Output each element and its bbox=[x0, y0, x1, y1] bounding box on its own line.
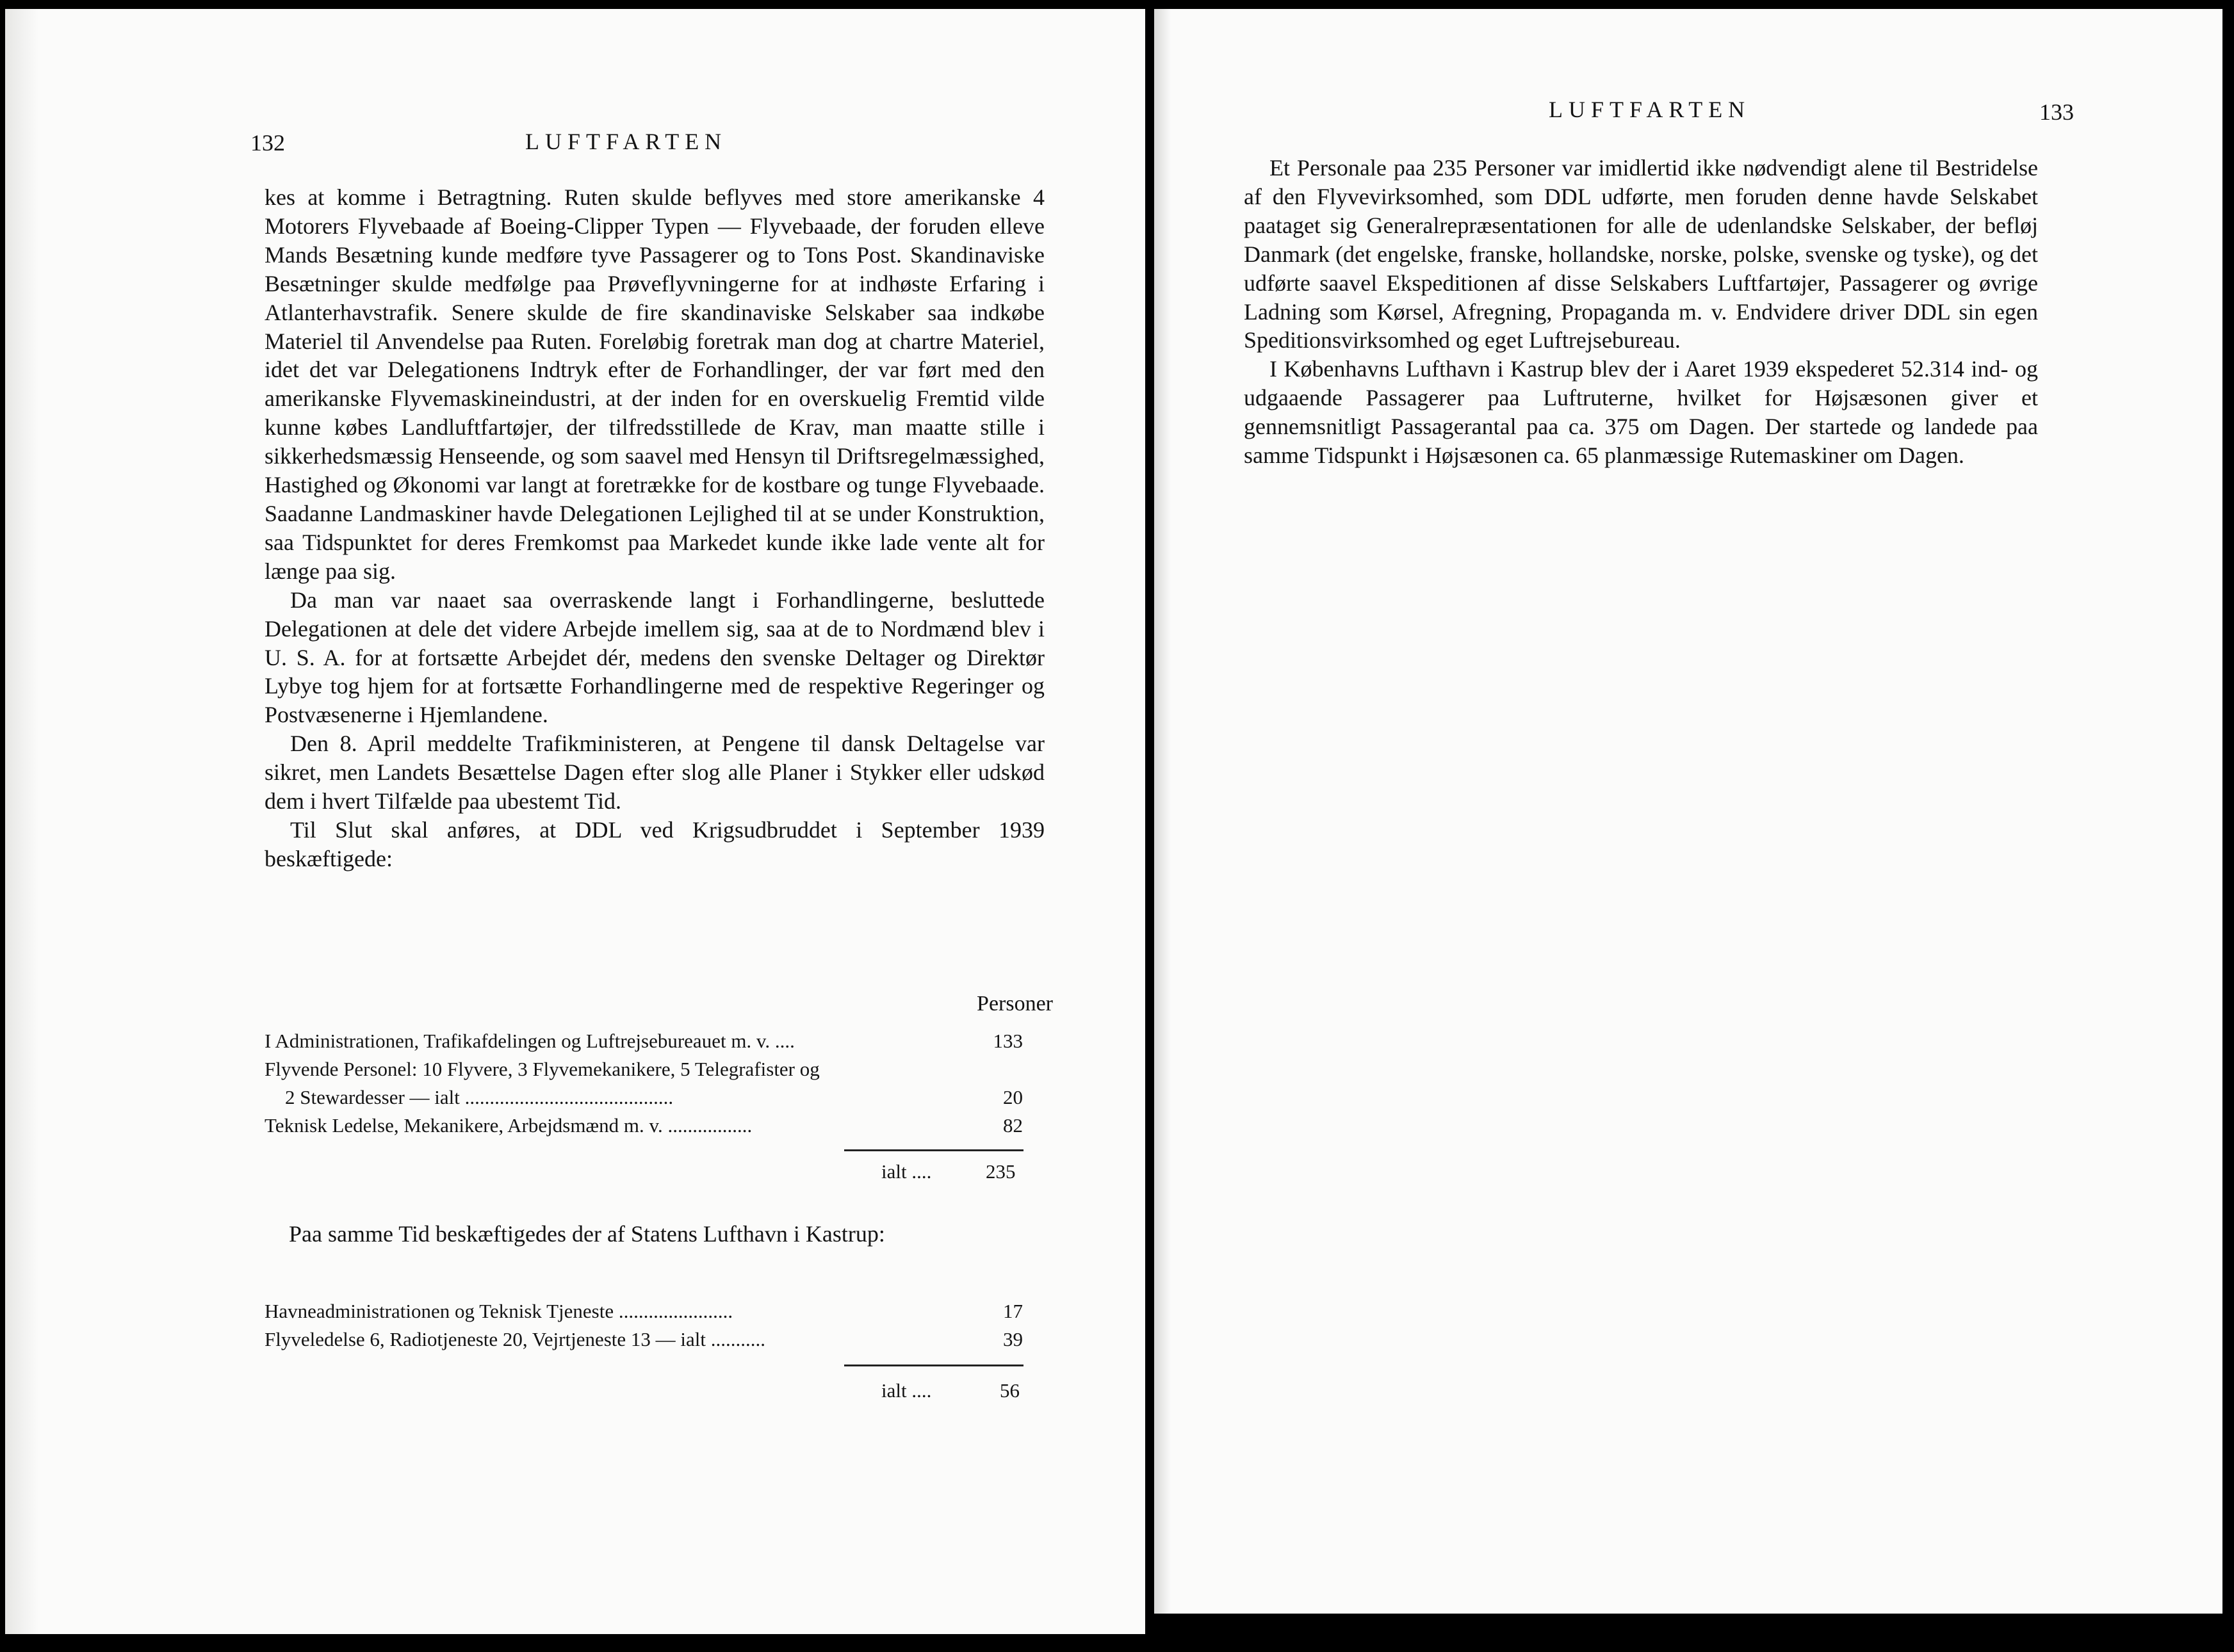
airport-staff-table bbox=[265, 1297, 1023, 1354]
total-value: 235 bbox=[986, 1160, 1016, 1183]
paragraph: Da man var naaet saa overraskende langt i Forhandlingerne, besluttede Delegationen at dele det videre Arbejde imellem sig, saa at de to Nordmænd blev i U. S. A. for at fortsætte Arbejdet dér, medens den svenske Deltager og Direktør Lybye tog hjem for at fortsætte Forhandlingerne med de respektive Regeringer og Postvæsenerne i Hjemlandene. bbox=[265, 587, 1045, 728]
body-text bbox=[265, 183, 1045, 873]
table2-intro: Paa samme Tid beskæftigedes der af Statens Lufthavn i Kastrup: bbox=[289, 1221, 885, 1247]
row-value: 133 bbox=[993, 1030, 1023, 1052]
table-row bbox=[265, 1083, 1023, 1112]
running-title: LUFTFARTEN bbox=[1549, 97, 1751, 122]
staff-table bbox=[265, 1027, 1023, 1140]
row-value: 17 bbox=[1003, 1300, 1023, 1322]
row-label: Teknisk Ledelse, Mekanikere, Arbejdsmænd m. v. ................. bbox=[265, 1114, 753, 1137]
page-edge-shading bbox=[5, 9, 38, 1634]
page-number: 132 bbox=[250, 130, 285, 156]
paragraph: kes at komme i Betragtning. Ruten skulde beflyves med store amerikanske 4 Motorers Flyvebaade af Boeing-Clipper Typen — Flyvebaade, der foruden elleve Mands Besætning kunde medføre tyve Passagerer og to Tons Post. Skandinaviske Besætninger skulde medfølge paa Prøveflyvningerne for at indhøste Erfaring i Atlanterhavstrafik. Senere skulde de fire skandinaviske Selskaber saa indkøbe Materiel til Anvendelse paa Ruten. Foreløbig foretrak man dog at chartre Materiel, idet det var Delegationens Indtryk efter de Forhandlinger, der var ført med den amerikanske Flyvemaskineindustri, at der inden for en overskuelig Fremtid vilde kunne købes Landluftfartøjer, der tilfredsstillede de Krav, man maatte stille i sikkerhedsmæssig Henseende, og som saavel med Hensyn til Driftsregelmæssighed, Hastighed og Økonomi var langt at foretrække for de kostbare og tunge Flyvebaade. Saadanne Landmaskiner havde Delegationen Lejlighed til at se under Konstruktion, saa Tidspunktet for deres Fremkomst paa Markedet kunde ikke lade vente alt for længe paa sig. bbox=[265, 184, 1045, 584]
row-value: 39 bbox=[1003, 1328, 1023, 1350]
page-number: 133 bbox=[2039, 99, 2074, 125]
left-page bbox=[5, 9, 1145, 1634]
row-value: 82 bbox=[1003, 1114, 1023, 1137]
row-label: Flyveledelse 6, Radiotjeneste 20, Vejrtjeneste 13 — ialt ........... bbox=[265, 1328, 766, 1350]
total-label: ialt .... bbox=[881, 1160, 932, 1183]
table-row bbox=[265, 1112, 1023, 1140]
sum-rule bbox=[844, 1149, 1023, 1151]
table-row bbox=[265, 1027, 1023, 1055]
table-row bbox=[265, 1325, 1023, 1354]
paragraph: I Københavns Lufthavn i Kastrup blev der i Aaret 1939 ekspederet 52.314 ind- og udgaaende Passagerer paa Luftruterne, hvilket for Højsæsonen giver et gennemsnitligt Passagerantal paa ca. 375 om Dagen. Der startede og landede paa samme Tidspunkt i Højsæsonen ca. 65 planmæssige Rutemaskiner om Dagen. bbox=[1244, 356, 2038, 469]
body-text bbox=[1244, 154, 2038, 470]
total-label: ialt .... bbox=[881, 1379, 932, 1402]
row-value: 20 bbox=[1003, 1086, 1023, 1108]
table-row bbox=[265, 1297, 1023, 1325]
running-title: LUFTFARTEN bbox=[525, 129, 728, 154]
paragraph: Til Slut skal anføres, at DDL ved Krigsudbruddet i September 1939 beskæftigede: bbox=[265, 816, 1045, 871]
paragraph: Et Personale paa 235 Personer var imidlertid ikke nødvendigt alene til Bestridelse af den Flyvevirksomhed, som DDL udførte, men foruden denne havde Selskabet paataget sig Generalrepræsentationen for alle de udenlandske Selskaber, der befløj Danmark (det engelske, franske, hollandske, norske, polske, svenske og tyske), og det udførte saavel Ekspeditionen af disse Selskabers Luftfartøjer, Passagerer og øvrige Ladning som Kørsel, Afregning, Propaganda m. v. Endvidere driver DDL sin egen Speditionsvirksomhed og eget Luftrejsebureau. bbox=[1244, 155, 2038, 353]
row-label: I Administrationen, Trafikafdelingen og Luftrejsebureauet m. v. .... bbox=[265, 1030, 795, 1052]
right-page bbox=[1154, 9, 2222, 1614]
row-label: 2 Stewardesser — ialt .......................................... bbox=[285, 1086, 674, 1108]
row-label: Flyvende Personel: 10 Flyvere, 3 Flyvemekanikere, 5 Telegrafister og bbox=[265, 1058, 820, 1080]
paragraph: Den 8. April meddelte Trafikministeren, at Pengene til dansk Deltagelse var sikret, men Landets Besættelse Dagen efter slog alle Planer i Stykker eller udskød dem i hvert Tilfælde paa ubestemt Tid. bbox=[265, 731, 1045, 814]
table-column-header: Personer bbox=[977, 992, 1053, 1016]
total-value: 56 bbox=[1000, 1379, 1020, 1402]
table-row bbox=[265, 1055, 1023, 1083]
row-label: Havneadministrationen og Teknisk Tjeneste ....................... bbox=[265, 1300, 733, 1322]
sum-rule bbox=[844, 1365, 1023, 1366]
page-edge-shading bbox=[1154, 9, 1171, 1614]
